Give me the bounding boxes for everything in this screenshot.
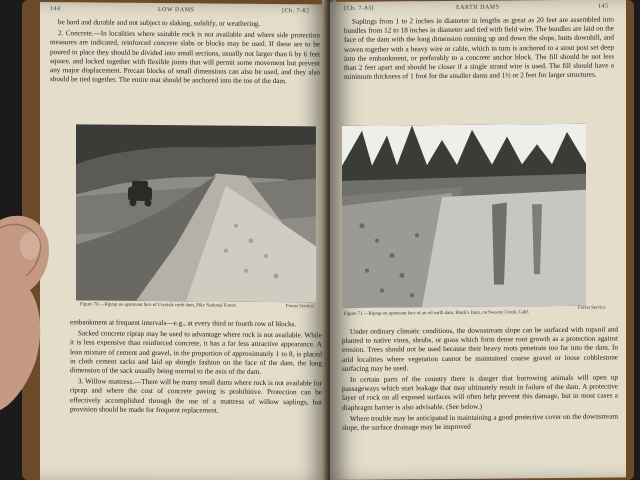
left-page — [40, 2, 328, 480]
right-text-top — [344, 16, 614, 85]
thumb — [0, 210, 52, 410]
right-page-number: 145 — [598, 3, 609, 10]
right-running-head: EARTH DAMS — [456, 4, 500, 11]
right-text-bottom — [342, 325, 618, 435]
paragraph: Under ordinary climatic conditions, the downstream slope can be surfaced with topsoil and planted to native vines, shrubs, or grass which form dense root growth as a protection against erosion. Trees should not be used because their heavy roots penetrate too far into the dam. In arid localities where vegetation cannot be maintained coarse gravel or loose cobblestone surfacing may be used. — [342, 325, 618, 373]
left-figure-credit: Forest Service — [286, 304, 314, 310]
paragraph: In certain parts of the country there is danger that burrowing animals will open up passageways which start leakage that may ultimately result in failure of the dam. A protective layer of rock on all exposed surfaces will often help prevent this damage, but in most cases a diaphragm barrier is also advisable. (See below.) — [342, 373, 618, 412]
paragraph: Sacked concrete riprap may be used to advantage where rock is not available. While it is less expensive than reinforced concrete, it has a far less attractive appearance. A lean mixture of cement and gravel, in the proportion of approximately 1 to 8, is placed in cloth cement sacks and laid up shingle fashion on the face of the dam, the long dimension of the sack usually being normal to the axis of the dam. — [70, 329, 322, 376]
right-page — [330, 0, 626, 480]
riprap-road-photo — [76, 124, 316, 302]
left-text-bottom — [70, 318, 322, 418]
left-text-top — [50, 18, 320, 89]
right-photo-dam — [342, 124, 586, 308]
right-chapter-ref: [Ch. 7-83] — [344, 5, 374, 12]
paragraph: 2. Concrete.—In localities where suitable rock is not available and where side protection measures are indicated, reinforced concrete slabs or blocks may be used. If these are to be poured in place they should be divided into small sections, usually not larger than 6 by 6 feet square, and locked together with flexible joints that will permit some movement but prevent any major displacement. Precast blocks of small dimensions can also be used, and they also should be tied together. The entire mat should be anchored into the toe of the dam. — [50, 29, 320, 86]
left-page-number: 144 — [50, 6, 61, 13]
paragraph: embankment at frequent intervals—e.g., at every third or fourth row of blocks. — [70, 318, 297, 329]
left-figure-caption: Figure 70.—Riprap on upstream face of Crystals earth dam, Pike National Forest. — [80, 302, 237, 309]
paragraph: be hard and durable and not subject to slaking, solidify, or weathering. — [58, 18, 261, 28]
left-photo-riprap — [76, 124, 316, 302]
reservoir-dam-photo — [342, 124, 586, 308]
right-figure-caption: Figure 71.—Riprap on upstream face of an oil earth dam. Black's Dam, on Sweeny Creek, Calif. — [344, 310, 530, 317]
right-figure-credit: Forest Service — [578, 305, 606, 311]
left-running-head: LOW DAMS — [158, 7, 195, 14]
left-chapter-ref: [Ch. 7-82 — [282, 8, 310, 15]
paragraph: 3. Willow mattress.—There will be many small dams where rock is not available for riprap and where the cost of concrete paving is prohibitive. Protection can be effectively accomplished through the use of a mattress of willow saplings, but provision should be made for frequent replacement. — [70, 377, 322, 415]
paragraph: Saplings from 1 to 2 inches in diameter in lengths as great as 20 feet are assembled into bundles from 12 to 18 inches in diameter and tied with field wire. The bundles are laid on the face of the dam with the long dimension running up and down the slope, butts downhill, and woven together with a heavy wire or cable, which in turn is anchored to a stout post set deep into the embankment, or preferably to a concrete anchor block. The fill should be not less than 2 feet apart and should be closer if a single strand wire is used. The fill should have a minimum thickness of 1 foot for the smaller dams and 1½ or 2 feet for larger structures. — [344, 15, 614, 82]
paragraph: Where trouble may be anticipated in maintaining a good protective cover on the downstream slope, the surface drainage may be improved — [342, 412, 618, 432]
